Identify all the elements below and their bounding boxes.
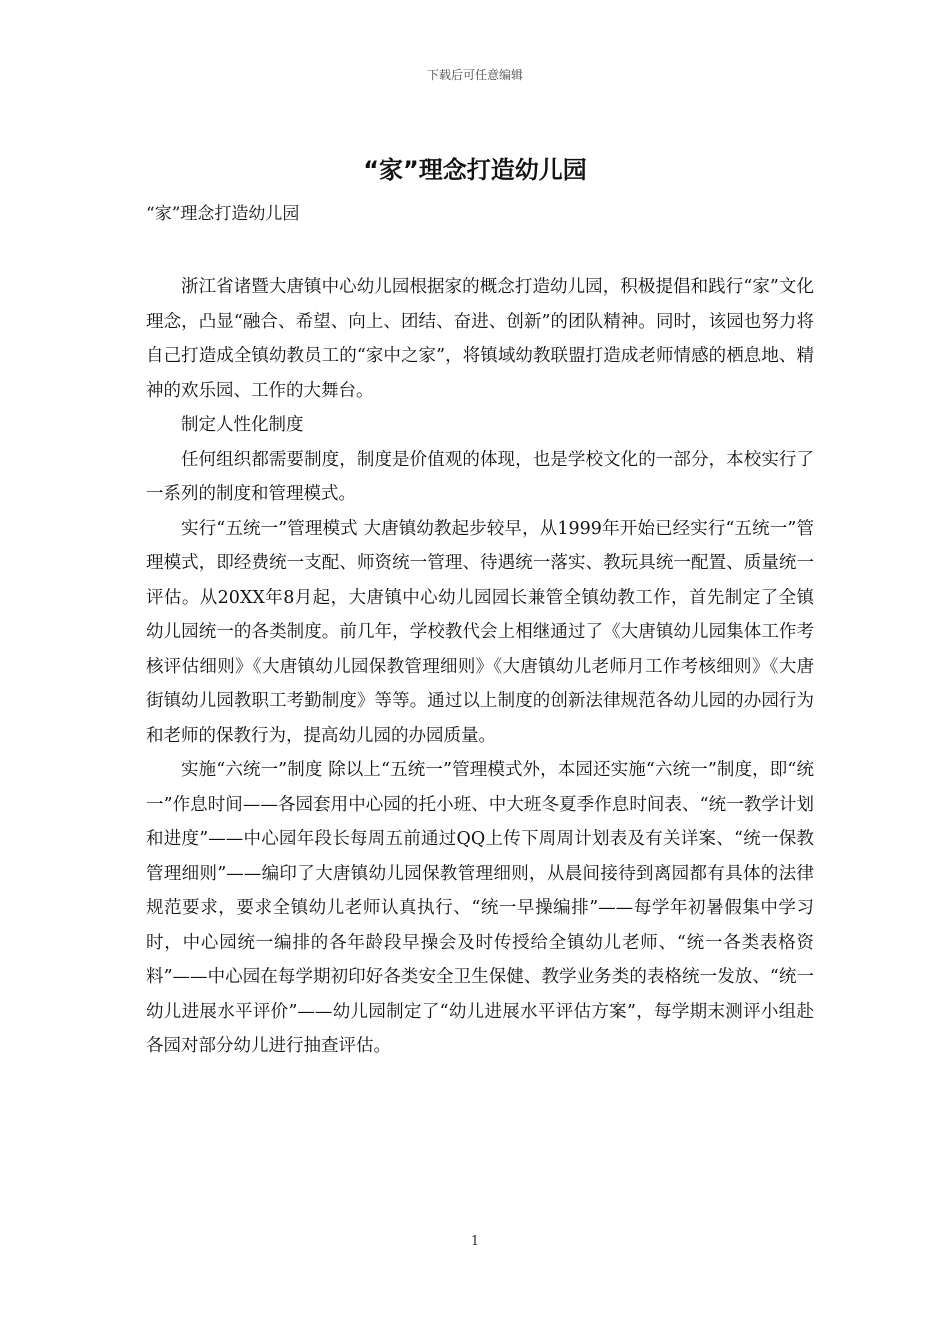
header-note: 下载后可任意编辑 (426, 68, 523, 82)
paragraph-six-unified: 实施“六统一”制度 除以上“五统一”管理模式外，本园还实施“六统一”制度，即“统一”作息时间——各园套用中心园的托小班、中大班冬夏季作息时间表、“统一教学计划和进度”——中心园年段长每周五前通过QQ上传下周周计划表及有关详案、“统一保教管理细则”——编印了大唐镇幼儿园保教管理细则，从晨间接待到离园都有具体的法律规范要求，要求全镇幼儿老师认真执行、“统一早操编排”——每学年初暑假集中学习时，中心园统一编排的各年龄段早操会及时传授给全镇幼儿老师、“统一各类表格资料”——中心园在每学期初印好各类安全卫生保健、教学业务类的表格统一发放、“统一幼儿进展水平评价”——幼儿园制定了“幼儿进展水平评估方案”，每学期末测评小组赴各园对部分幼儿进行抽查评估。 (146, 760, 814, 1056)
document-subtitle: “家”理念打造幼儿园 (146, 204, 300, 224)
paragraph-intro: 浙江省诸暨大唐镇中心幼儿园根据家的概念打造幼儿园，积极提倡和践行“家”文化理念，凸显“融合、希望、向上、团结、奋进、创新”的团队精神。同时，该园也努力将自己打造成全镇幼教员工的“家中之家”，将镇域幼教联盟打造成老师情感的栖息地、精神的欢乐园、工作的大舞台。 (146, 277, 814, 401)
paragraph-five-unified: 实行“五统一”管理模式 大唐镇幼教起步较早，从1999年开始已经实行“五统一”管理模式，即经费统一支配、师资统一管理、待遇统一落实、教玩具统一配置、质量统一评估。从20XX年8月起，大唐镇中心幼儿园园长兼管全镇幼教工作，首先制定了全镇幼儿园统一的各类制度。前几年，学校教代会上相继通过了《大唐镇幼儿园集体工作考核评估细则》《大唐镇幼儿园保教管理细则》《大唐镇幼儿老师月工作考核细则》《大唐街镇幼儿园教职工考勤制度》等等。通过以上制度的创新法律规范各幼儿园的办园行为和老师的保教行为，提高幼儿园的办园质量。 (146, 518, 814, 746)
page-number: 1 (470, 1234, 480, 1249)
document-body (146, 270, 814, 1064)
paragraph-system: 任何组织都需要制度，制度是价值观的体现，也是学校文化的一部分，本校实行了一系列的制度和管理模式。 (146, 449, 814, 504)
section-heading: 制定人性化制度 (181, 415, 304, 435)
document-title: “家”理念打造幼儿园 (363, 156, 587, 184)
